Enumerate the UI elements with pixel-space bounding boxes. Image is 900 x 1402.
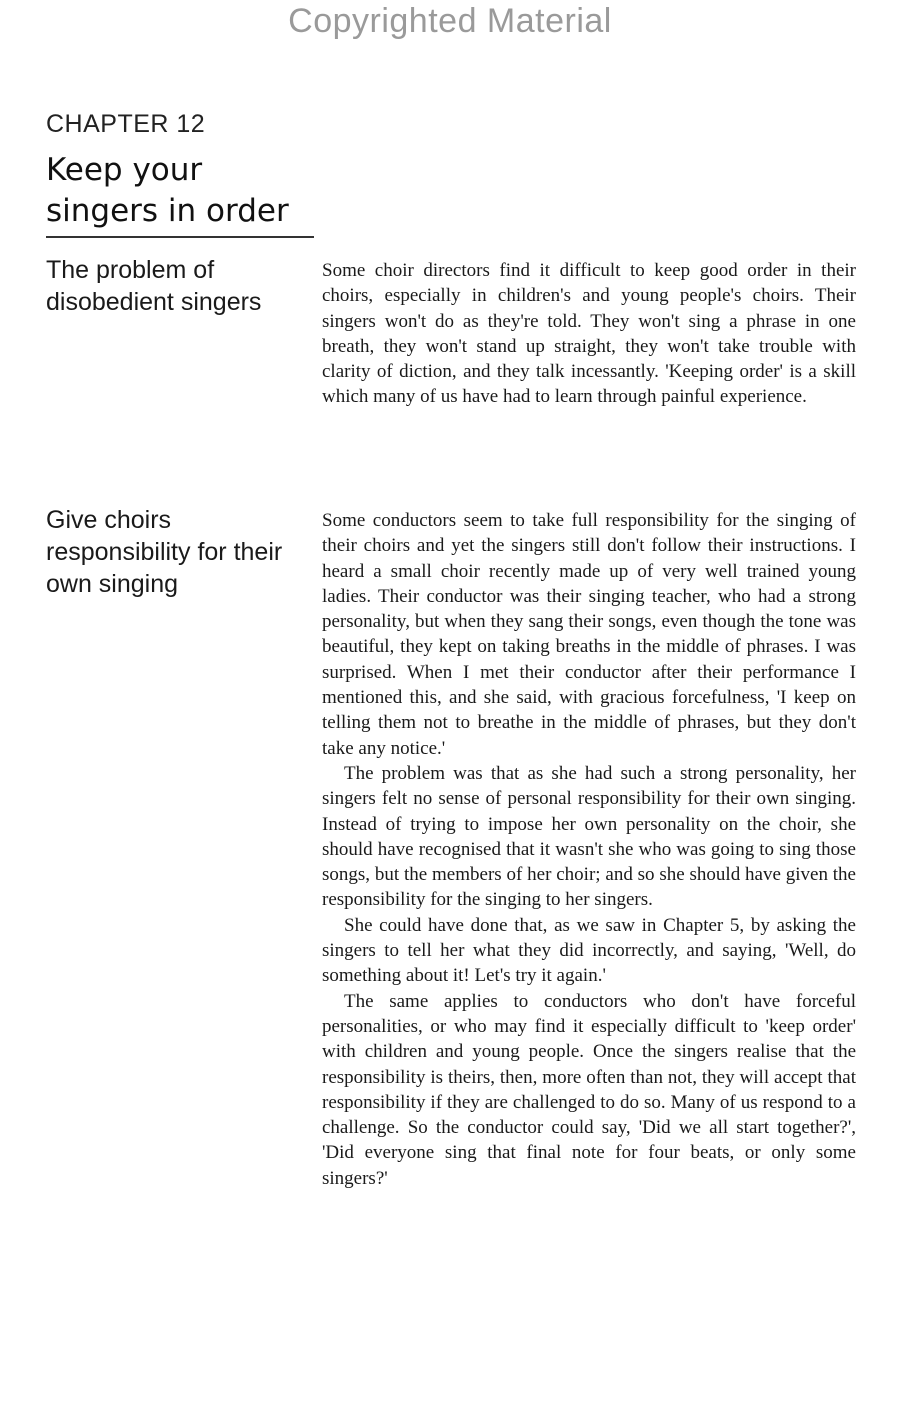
chapter-number: CHAPTER 12 [46,110,206,138]
section-body-disobedient-singers [322,258,856,410]
chapter-title: Keep your singers in order [46,150,314,238]
paragraph: The problem was that as she had such a strong personality, her singers felt no sense of personal responsibility for their own singing. Instead of trying to impose her own personality on the choir, she should have recognised that it wasn't she who was going to sing those songs, but the members of her choir; and so she should have given the responsibility for the singing to her singers. [322,762,856,911]
copyright-watermark: Copyrighted Material [288,2,612,40]
paragraph: She could have done that, as we saw in Chapter 5, by asking the singers to tell her what they did incorrectly, and saying, 'Well, do something about it! Let's try it again.' [322,914,856,987]
section-heading-give-responsibility: Give choirs responsibility for their own singing [46,506,283,598]
section-heading-disobedient-singers: The problem of disobedient singers [46,256,262,316]
section-body-give-responsibility [322,508,856,1191]
paragraph: Some choir directors find it difficult to keep good order in their choirs, especially in children's and young people's choirs. Their singers won't do as they're told. They won't sing a phrase in one breath, they won't stand up straight, they won't take trouble with clarity of diction, and they talk incessantly. 'Keeping order' is a skill which many of us have had to learn through painful experience. [322,260,856,408]
paragraph: Some conductors seem to take full responsibility for the singing of their choirs and yet the singers still don't follow their instructions. I heard a small choir recently made up of very well trained young ladies. Their conductor was their singing teacher, who had a strong personality, but when they sang their songs, even though the tone was beautiful, they kept on taking breaths in the middle of phrases. I was surprised. When I met their conductor after their performance I mentioned this, and she said, with gracious forcefulness, 'I keep on telling them not to breathe in the middle of phrases, but they don't take any notice.' [322,510,856,759]
paragraph: The same applies to conductors who don't have forceful personalities, or who may find it especially difficult to 'keep order' with children and young people. Once the singers realise that the responsibility is theirs, then, more often than not, they will accept that responsibility if they are challenged to do so. Many of us respond to a challenge. So the conductor could say, 'Did we all start together?', 'Did everyone sing that final note for four beats, or only some singers?' [322,990,856,1189]
